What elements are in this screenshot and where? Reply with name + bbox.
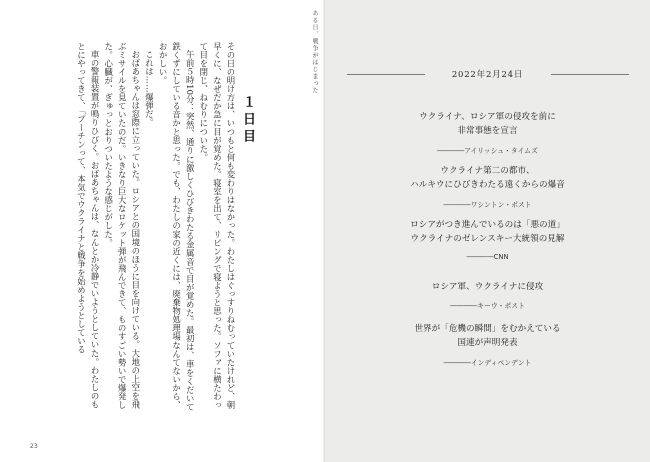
headline (325, 280, 650, 294)
headline (325, 110, 650, 138)
headline-source: ――――CNN (466, 253, 509, 261)
body-text (27, 42, 237, 417)
headline-line: 世界が「危機の瞬間」をむかえている (414, 324, 561, 334)
headline (325, 164, 650, 192)
headline-source: ――――キーウ・ポスト (450, 302, 525, 310)
paragraph: その日の明け方は、いつもと何も変わりはなかった。わたしはぐっすりねむっていたけれど、朝早くに、なぜだか急に目が覚めた。寝室を出て、リビングで寝ようと思った。ソファに横たわって目を閉じ、ねむりについた。 (198, 42, 236, 410)
headline-line: ロシアがつき進んでいるのは「悪の道」 (410, 220, 565, 230)
headline-line: ウクライナ、ロシア軍の侵攻を前に (419, 112, 556, 122)
headline-source: ――――インディペンデント (443, 359, 532, 367)
headline (325, 218, 650, 246)
chapter-title: １日目 (240, 95, 255, 146)
paragraph: おばあちゃんは窓際に立っていた。ロシアとの国境のほうに目を向けている。大地の上空を飛ぶミサイルを見ていたのだ。いきなり巨大なロケット弾が飛んできて、ものすごい勢いで爆発した。心臓が、ぎゅっとおりついたような感じがした。 (103, 42, 141, 410)
headline-line: ウクライナのゼレンスキー大統領の見解 (410, 234, 565, 244)
headline-source: ――――アイリッシュ・タイムズ (437, 147, 538, 155)
paragraph: 車の警報装置が鳴りひびく。おばあちゃんは、なんとか冷静でいようとしていた。わたしのもとにやってきて、「プーチンって、本気でウクライナと戦争を始めようとしている (76, 42, 101, 410)
running-head: ある日、戦争がはじまった (311, 10, 318, 94)
date-label: 2022年2月24日 (451, 70, 524, 80)
headline-line: 非常事態を宣言 (457, 126, 518, 136)
right-page (325, 0, 650, 462)
paragraph: 午前５時10分：突然、通りに激しくひびきわたる金属音で目が覚めた。最初は、車をくだいて鉄くずにしている音かと思った。でも、わたしの家の近くには、廃棄物処理場なんてないから、おかしい。 (158, 42, 196, 412)
page-number: 23 (30, 443, 38, 450)
headline-line: ハルキウにひびきわたる遠くからの爆音 (410, 180, 565, 190)
paragraph: これは……爆弾だ。 (144, 50, 155, 128)
date-rule-right (551, 74, 629, 75)
headline-line: ウクライナ第二の都市、 (440, 166, 535, 176)
headline-line: ロシア軍、ウクライナに侵攻 (431, 282, 544, 292)
headline-source: ――――ワシントン・ポスト (443, 201, 532, 209)
headline-line: 国連が声明発表 (457, 338, 518, 348)
headline (325, 322, 650, 350)
